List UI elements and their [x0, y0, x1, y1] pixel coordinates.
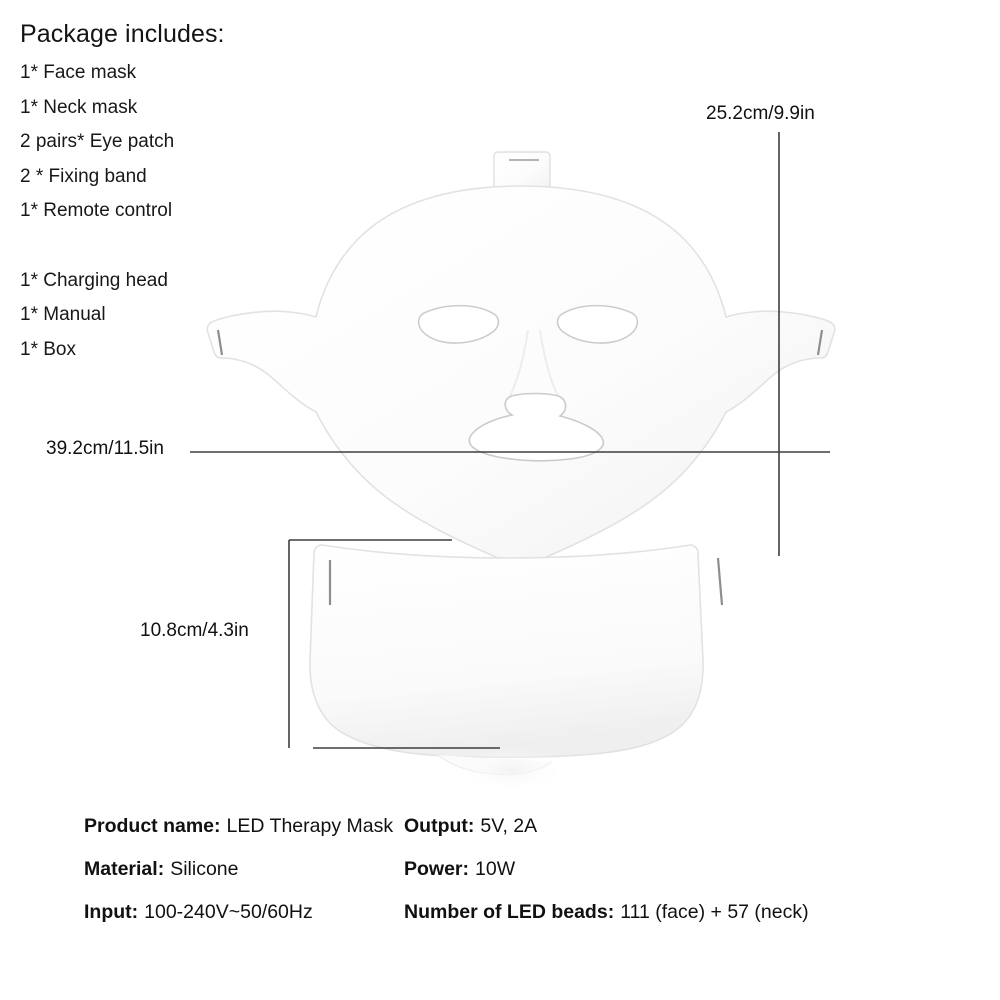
spec-product-name: [0, 815, 404, 838]
neck-mask-graphic: [310, 545, 722, 792]
mask-right-eye-opening: [558, 306, 638, 343]
mask-nose-mouth-opening: [469, 394, 603, 461]
mask-nose-ridge-right: [540, 330, 558, 396]
mask-top-tab: [494, 152, 550, 194]
spec-led-beads: [404, 901, 809, 924]
table-row: [0, 901, 1000, 944]
mask-left-eye-opening: [419, 306, 499, 343]
spec-key: Output:: [404, 815, 475, 837]
spec-output: [404, 815, 537, 838]
height-dimension-label: 25.2cm/9.9in: [706, 103, 815, 124]
neck-bottom-tab: [438, 755, 552, 775]
width-dimension-label: 39.2cm/11.5in: [46, 438, 164, 459]
list-item: 2 pairs* Eye patch: [20, 131, 175, 152]
spec-value: 10W: [475, 858, 516, 880]
spec-value: LED Therapy Mask: [226, 815, 394, 837]
spec-key: Material:: [84, 858, 165, 880]
spec-value: Silicone: [170, 858, 239, 880]
mask-right-strap-slot: [818, 330, 822, 355]
list-item: 1* Manual: [20, 304, 106, 325]
spec-value: 100-240V~50/60Hz: [144, 901, 313, 923]
table-row: [0, 815, 1000, 858]
list-item: 1* Box: [20, 338, 76, 360]
list-item: 1* Remote control: [20, 200, 173, 221]
list-item: 1* Neck mask: [20, 96, 138, 118]
neck-height-dimension-label: 10.8cm/4.3in: [140, 620, 249, 641]
list-item: 2 * Fixing band: [20, 165, 147, 187]
mask-chin-connector: [512, 562, 548, 580]
table-row: [0, 858, 1000, 901]
spec-value: 111 (face) + 57 (neck): [620, 901, 809, 923]
spec-table: [0, 815, 1000, 944]
package-includes-block: [20, 18, 340, 367]
spec-value: 5V, 2A: [480, 815, 538, 837]
spec-key: Number of LED beads:: [404, 901, 615, 923]
spec-material: [0, 858, 404, 881]
spec-key: Input:: [84, 901, 139, 923]
mask-nose-ridge: [510, 330, 528, 396]
package-includes-title: Package includes:: [20, 20, 225, 48]
neck-mask-body: [310, 545, 703, 757]
spec-key: Product name:: [84, 815, 221, 837]
spec-key: Power:: [404, 858, 470, 880]
neck-bottom-glow: [457, 748, 567, 792]
list-item: 1* Charging head: [20, 269, 168, 291]
neck-right-strap-slot: [718, 558, 722, 605]
list-item: 1* Face mask: [20, 62, 137, 83]
spec-power: [404, 858, 515, 881]
spec-input: [0, 901, 404, 924]
